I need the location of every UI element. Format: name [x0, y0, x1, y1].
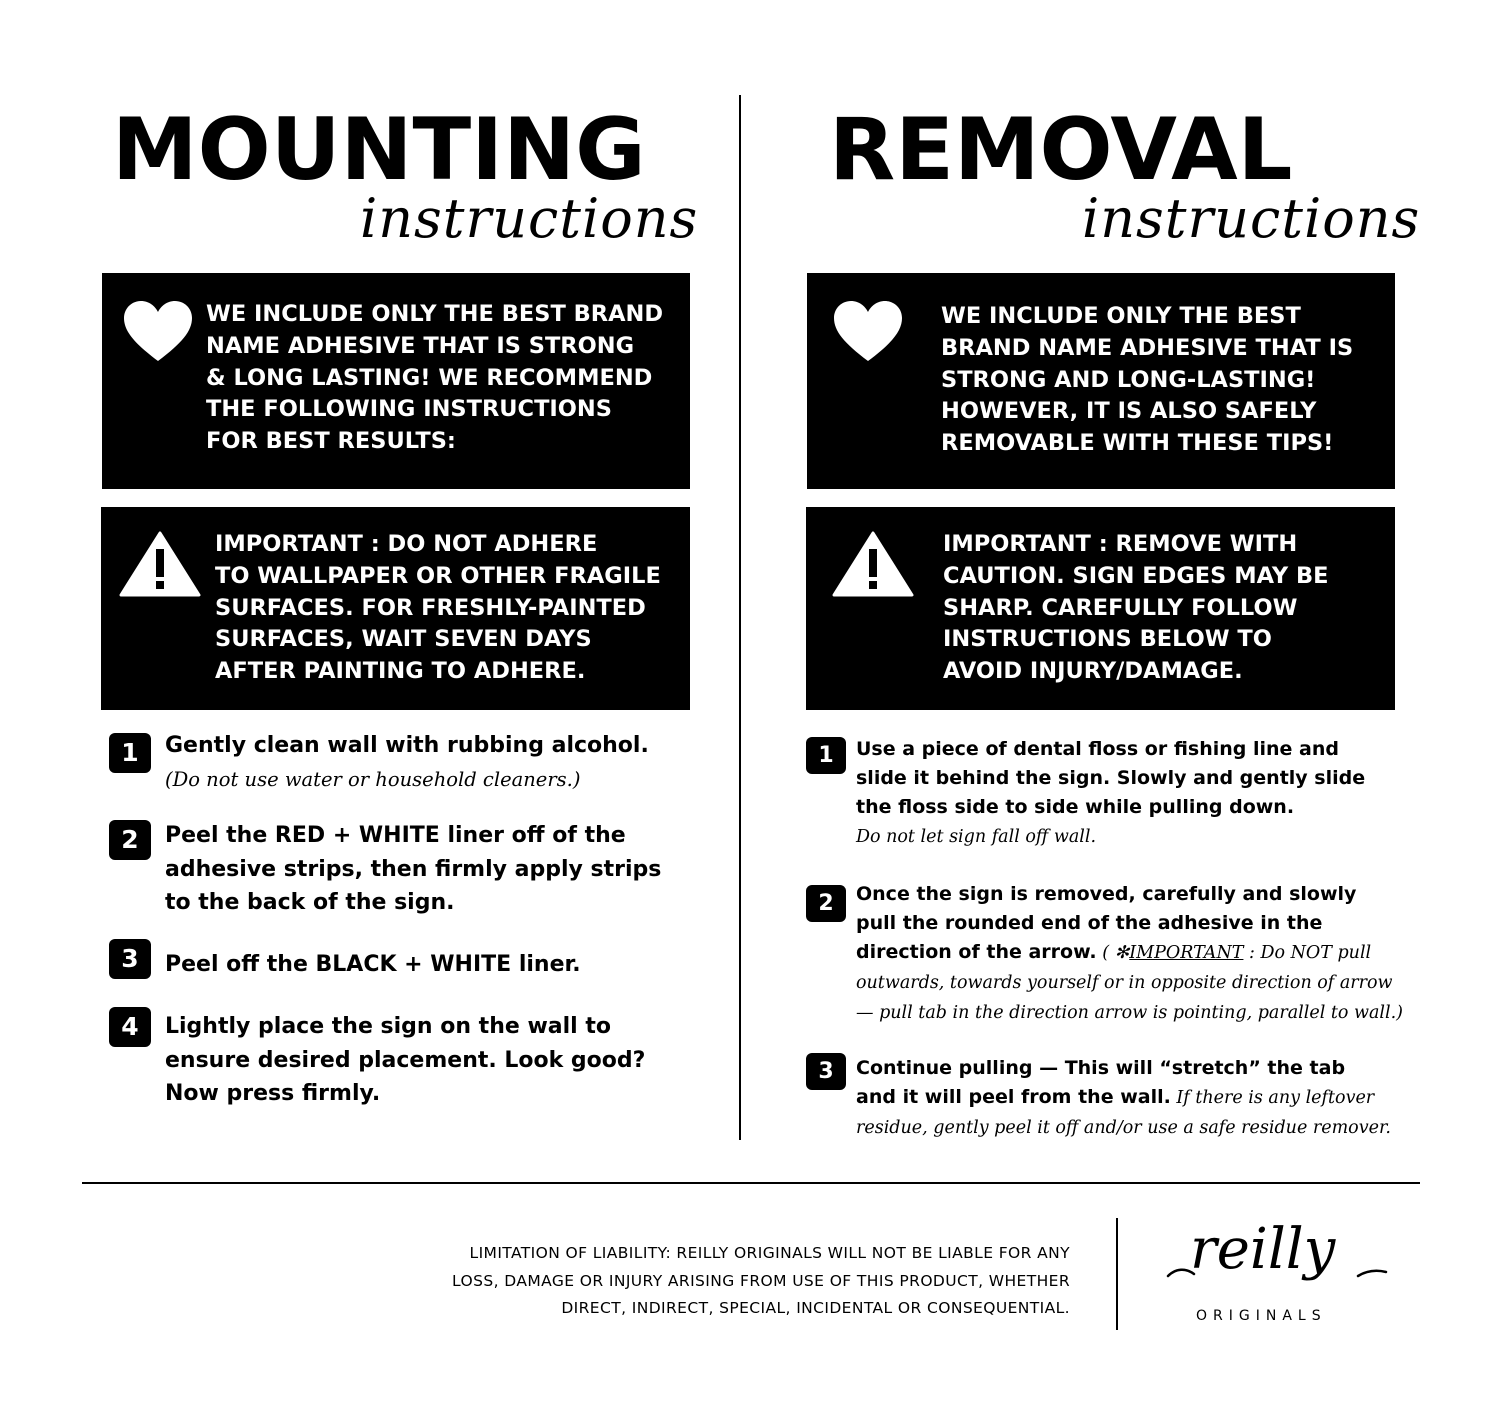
- removal-warning-text: IMPORTANT : REMOVE WITH CAUTION. SIGN EDGES MAY BE SHARP. CAREFULLY FOLLOW INSTRUCTIONS BELOW TO AVOID INJURY/DAMAGE.: [943, 531, 1329, 685]
- removal-step-2-note-prefix: ( ✻: [1096, 943, 1130, 963]
- mounting-step-1-badge: 1: [109, 733, 151, 773]
- removal-step-1-text: Use a piece of dental floss or fishing line and slide it behind the sign. Slowly and gently slide the floss side to side while pulling down. Do not let sign fall off wall.: [856, 738, 1366, 847]
- removal-step-2-note-rest: : Do NOT pull: [1243, 943, 1372, 963]
- mounting-step-4-text: Lightly place the sign on the wall to ensure desired placement. Look good? Now press firmly.: [165, 1014, 646, 1106]
- mounting-step-1-text: Gently clean wall with rubbing alcohol. (Do not use water or household cleaners.): [165, 733, 649, 791]
- removal-step-3-note-line2: residue, gently peel it off and/or use a safe residue remover.: [856, 1118, 1391, 1138]
- heart-icon: [124, 301, 192, 363]
- removal-title: REMOVAL: [829, 100, 1293, 200]
- column-divider: [739, 95, 741, 1140]
- mounting-step-4-badge: 4: [109, 1007, 151, 1047]
- warning-triangle-icon: [832, 531, 914, 597]
- removal-step-2-text: Once the sign is removed, carefully and slowly pull the rounded end of the adhesive in the direction of the arrow. ( ✻IMPORTANT : Do NOT pull outwards, towards yourself or in opposite direction of arrow — pull tab in the direction arrow is pointing, parallel to wall.): [856, 883, 1403, 1023]
- logo-divider: [1116, 1218, 1118, 1330]
- removal-step-2-badge: 2: [806, 885, 846, 922]
- mounting-step-3-badge: 3: [109, 939, 151, 979]
- removal-step-2-note-important: IMPORTANT: [1129, 943, 1244, 963]
- removal-step-3-badge: 3: [806, 1053, 846, 1090]
- warning-triangle-icon: [119, 531, 201, 597]
- removal-warning-box: [806, 507, 1395, 710]
- mounting-step-3-text: Peel off the BLACK + WHITE liner.: [165, 952, 581, 977]
- mounting-step-1-note: (Do not use water or household cleaners.): [165, 767, 581, 791]
- heart-icon: [834, 301, 902, 363]
- mounting-title: MOUNTING: [112, 100, 646, 200]
- removal-step-3-text: Continue pulling — This will “stretch” the tab and it will peel from the wall. If there is any leftover residue, gently peel it off and/or use a safe residue remover.: [856, 1057, 1391, 1138]
- removal-step-2-note-lines: outwards, towards yourself or in opposite direction of arrow — pull tab in the direction arrow is pointing, parallel to wall.): [856, 973, 1403, 1023]
- mounting-intro-box: [102, 273, 690, 489]
- removal-step-3-note: If there is any leftover: [1170, 1088, 1375, 1108]
- logo-subtitle: ORIGINALS: [1196, 1308, 1327, 1324]
- mounting-step-2-badge: 2: [109, 820, 151, 860]
- logo-wordmark: reilly: [1190, 1217, 1336, 1282]
- removal-step-1-badge: 1: [806, 737, 846, 774]
- mounting-subtitle: instructions: [360, 187, 699, 250]
- removal-intro-box: [807, 273, 1395, 489]
- liability-disclaimer: LIMITATION OF LIABILITY: REILLY ORIGINALS WILL NOT BE LIABLE FOR ANY LOSS, DAMAGE OR INJURY ARISING FROM USE OF THIS PRODUCT, WHETHER DIRECT, INDIRECT, SPECIAL, INCIDENTAL OR CONSEQUENTIAL.: [452, 1244, 1070, 1317]
- removal-step-1-note: Do not let sign fall off wall.: [856, 827, 1097, 847]
- mounting-warning-text: IMPORTANT : DO NOT ADHERE TO WALLPAPER OR OTHER FRAGILE SURFACES. FOR FRESHLY-PAINTED SURFACES, WAIT SEVEN DAYS AFTER PAINTING TO ADHERE.: [215, 531, 661, 685]
- removal-intro-text: WE INCLUDE ONLY THE BEST BRAND NAME ADHESIVE THAT IS STRONG AND LONG-LASTING! HOWEVER, IT IS ALSO SAFELY REMOVABLE WITH THESE TIPS!: [941, 303, 1354, 457]
- mounting-warning-box: [101, 507, 690, 710]
- mounting-step-2-text: Peel the RED + WHITE liner off of the adhesive strips, then firmly apply strips to the back of the sign.: [165, 823, 662, 915]
- removal-subtitle: instructions: [1082, 187, 1421, 250]
- footer-divider: [82, 1182, 1420, 1184]
- mounting-intro-text: WE INCLUDE ONLY THE BEST BRAND NAME ADHESIVE THAT IS STRONG & LONG LASTING! WE RECOMMEND THE FOLLOWING INSTRUCTIONS FOR BEST RESULTS:: [206, 301, 664, 455]
